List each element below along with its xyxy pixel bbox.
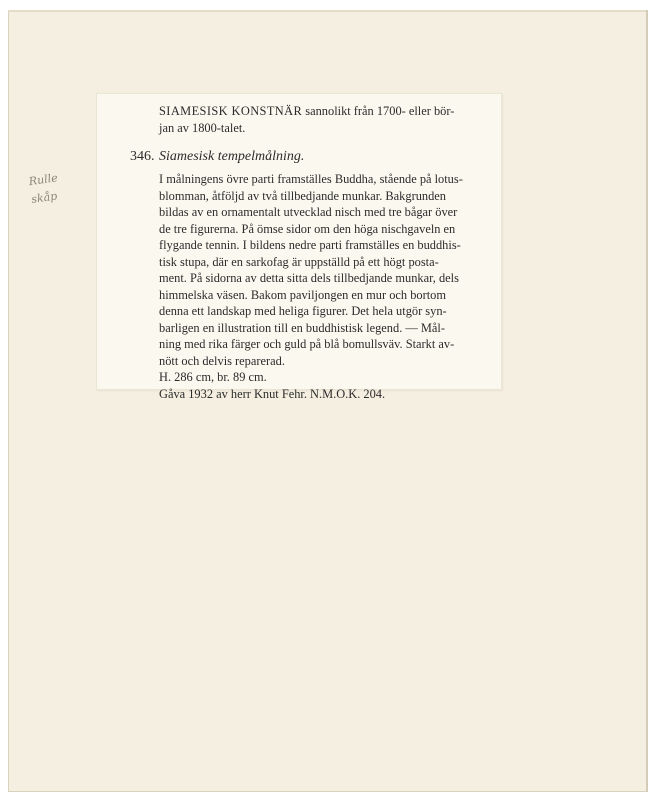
margin-note-line-2: skåp (30, 189, 58, 206)
artist-attribution (159, 103, 499, 136)
description-line: ning med rika färger och guld på blå bomullsväv. Starkt av- (159, 337, 455, 351)
entry-heading (130, 148, 499, 165)
sheet-right-edge (646, 10, 648, 792)
entry-number: 346. (130, 149, 155, 164)
artist-date: sannolikt från 1700- eller bör- (305, 104, 455, 118)
description-line: flygande tennin. I bildens nedre parti framställes en buddhis- (159, 238, 461, 252)
artist-name: SIAMESISK KONSTNÄR (159, 104, 303, 118)
entry-title: Siamesisk tempelmålning. (159, 149, 305, 164)
description-line: ment. På sidorna av detta sitta dels tillbedjande munkar, dels (159, 271, 459, 285)
sheet-top-edge (8, 10, 648, 12)
description-line: himmelska väsen. Bakom paviljongen en mur och bortom (159, 287, 446, 302)
description-line: blomman, åtföljd av två tillbedjande munkar. Bakgrunden (159, 188, 446, 203)
description-line: barligen en illustration till en buddhistisk legend. — Mål- (159, 320, 445, 335)
description-line: tisk stupa, där en sarkofag är uppställd på ett högt posta- (159, 254, 439, 269)
provenance: Gåva 1932 av herr Knut Fehr. N.M.O.K. 204. (159, 386, 386, 401)
description-line: nött och delvis reparerad. (159, 353, 285, 368)
margin-note-line-1: Rulle (27, 171, 59, 189)
handwritten-margin-note (28, 167, 78, 209)
artist-date-continued: jan av 1800-talet. (159, 120, 246, 135)
description-line: de tre figurerna. På ömse sidor om den höga nischgaveln en (159, 221, 456, 236)
description-line: I målningens övre parti framställes Buddha, stående på lotus- (159, 172, 463, 186)
catalogue-entry (130, 103, 499, 402)
description-line: denna ett landskap med heliga figurer. Det hela utgör syn- (159, 304, 447, 318)
description-line: bildas av en ornamentalt utvecklad nisch med tre bågar över (159, 205, 458, 219)
dimensions: H. 286 cm, br. 89 cm. (159, 370, 267, 384)
entry-description (159, 171, 499, 369)
